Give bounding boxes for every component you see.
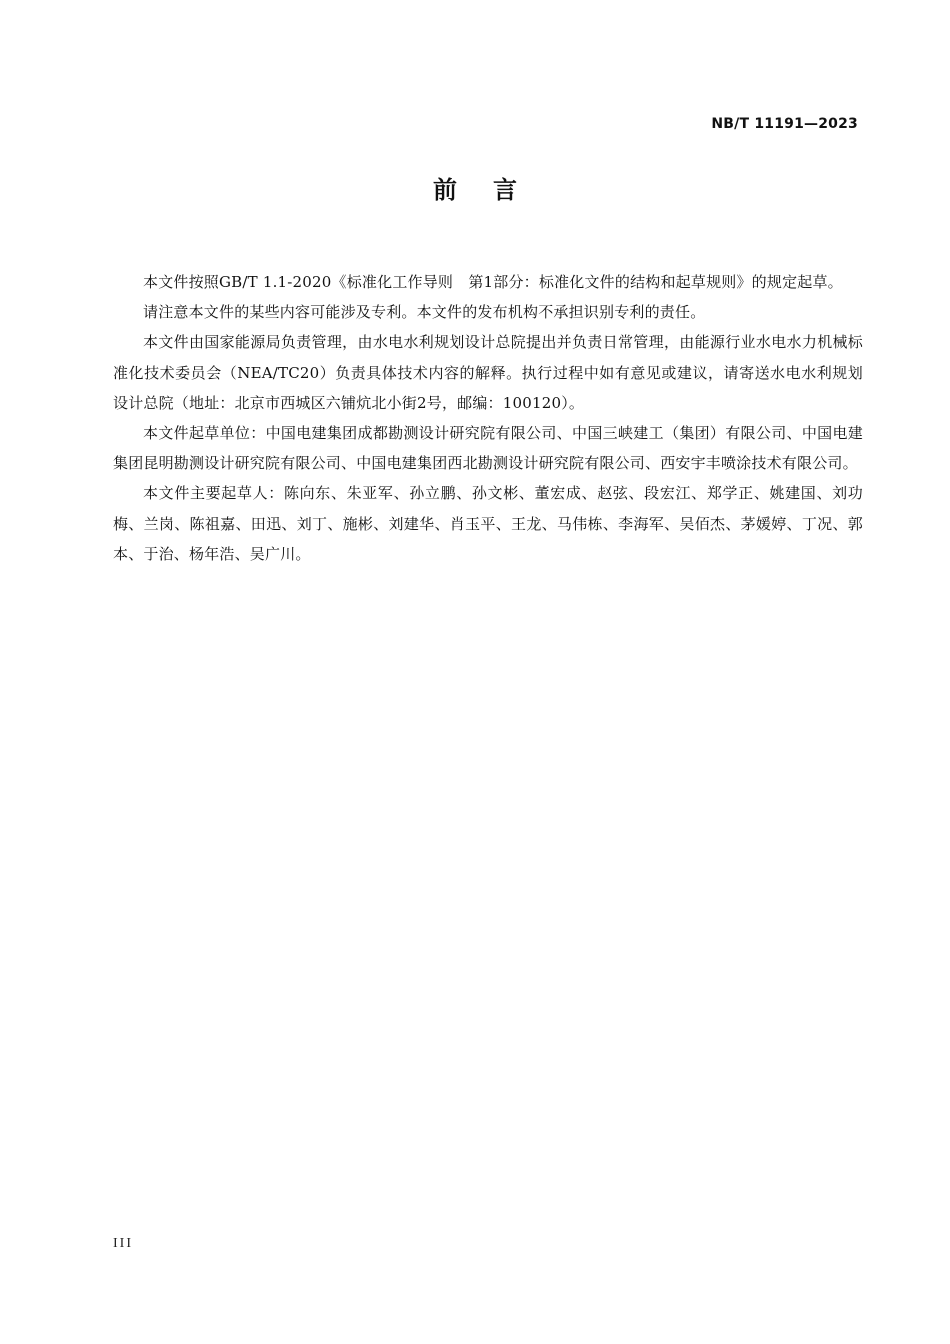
- standard-number: NB/T 11191—2023: [711, 116, 858, 132]
- page-title: [0, 170, 950, 205]
- paragraph-management: 本文件由国家能源局负责管理，由水电水利规划设计总院提出并负责日常管理，由能源行业水电水力机械标准化技术委员会（NEA/TC20）负责具体技术内容的解释。执行过程中如有意见或建议，请寄送水电水利规划设计总院（地址：北京市西城区六铺炕北小街2号，邮编：100120）。: [113, 333, 863, 412]
- paragraph-patent-notice: 请注意本文件的某些内容可能涉及专利。本文件的发布机构不承担识别专利的责任。: [143, 303, 706, 322]
- page-title-char-1: 前: [433, 176, 457, 204]
- page-title-char-2: 言: [493, 176, 517, 204]
- page-number: III: [113, 1236, 133, 1251]
- paragraph-drafting-rules: 本文件按照GB/T 1.1-2020《标准化工作导则 第1部分：标准化文件的结构和起草规则》的规定起草。: [143, 273, 843, 291]
- paragraph-drafters: 本文件主要起草人：陈向东、朱亚军、孙立鹏、孙文彬、董宏成、赵弦、段宏江、郑学正、姚建国、刘功梅、兰岗、陈祖嘉、田迅、刘丁、施彬、刘建华、肖玉平、王龙、马伟栋、李海军、吴佰杰、茅媛婷、丁况、郭本、于治、杨年浩、吴广川。: [113, 484, 863, 563]
- paragraph-drafting-units: 本文件起草单位：中国电建集团成都勘测设计研究院有限公司、中国三峡建工（集团）有限公司、中国电建集团昆明勘测设计研究院有限公司、中国电建集团西北勘测设计研究院有限公司、西安宇丰喷涂技术有限公司。: [113, 424, 863, 473]
- document-body: [113, 267, 863, 569]
